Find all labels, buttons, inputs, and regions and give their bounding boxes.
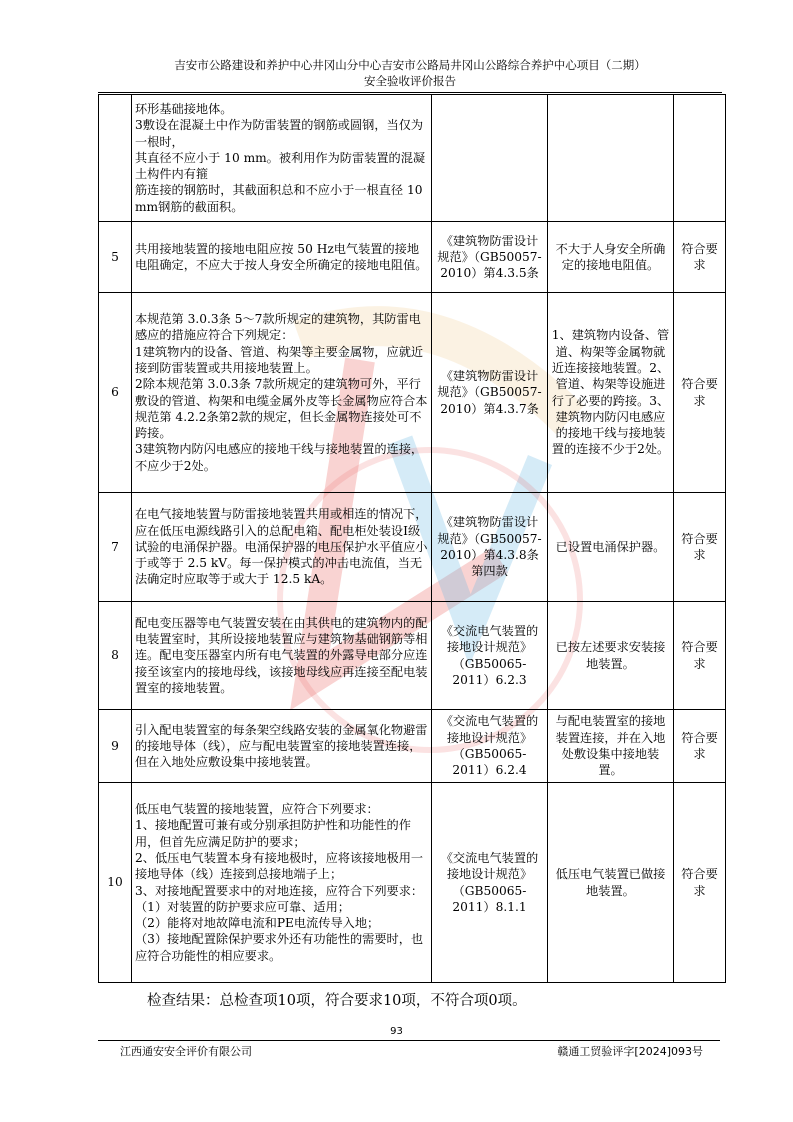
footer-doc-number: 赣通工贸验评字[2024]093号 xyxy=(557,1045,703,1058)
result-cell xyxy=(548,95,674,222)
header-divider xyxy=(98,92,722,93)
requirement-cell: 配电变压器等电气装置安装在由其供电的建筑物内的配电装置室时，其所设接地装置应与建筑物基础钢筋等相连。配电变压器室内所有电气装置的外露导电部分应连接至该室内的接地母线，该接地母线应再连接至配电装置室的接地装置。 xyxy=(132,602,432,710)
footer-company: 江西通安安全评价有限公司 xyxy=(120,1045,252,1058)
conclusion-cell: 符合要求 xyxy=(674,602,726,710)
requirement-cell: 环形基础接地体。 3敷设在混凝土中作为防雷装置的钢筋或圆钢，当仅为一根时， 其直径不应小于 10 mm。被利用作为防雷装置的混凝土构件内有箍 筋连接的钢筋时，其截面积总和不应小于一根直径 10 mm钢筋的截面积。 xyxy=(132,95,432,222)
table-row xyxy=(99,710,726,783)
requirement-cell: 引入配电装置室的每条架空线路安装的金属氧化物避雷的接地导体（线），应与配电装置室的接地装置连接，但在入地处应敷设集中接地装置。 xyxy=(132,710,432,783)
basis-cell: 《建筑物防雷设计规范》（GB50057-2010）第4.3.5条 xyxy=(432,222,548,293)
basis-cell: 《交流电气装置的接地设计规范》（GB50065-2011）8.1.1 xyxy=(432,783,548,983)
basis-cell: 《交流电气装置的接地设计规范》（GB50065-2011）6.2.4 xyxy=(432,710,548,783)
row-number: 8 xyxy=(99,602,132,710)
result-cell: 低压电气装置已做接地装置。 xyxy=(548,783,674,983)
conclusion-cell: 符合要求 xyxy=(674,222,726,293)
result-cell: 已按左述要求安装接地装置。 xyxy=(548,602,674,710)
conclusion-cell: 符合要求 xyxy=(674,493,726,602)
check-table xyxy=(98,94,726,983)
basis-cell xyxy=(432,95,548,222)
basis-cell: 《建筑物防雷设计规范》（GB50057-2010）第4.3.8条第四款 xyxy=(432,493,548,602)
row-number: 5 xyxy=(99,222,132,293)
row-number: 7 xyxy=(99,493,132,602)
requirement-cell: 共用接地装置的接地电阻应按 50 Hz电气装置的接地电阻确定，不应大于按人身安全所确定的接地电阻值。 xyxy=(132,222,432,293)
conclusion-cell xyxy=(674,95,726,222)
row-number: 9 xyxy=(99,710,132,783)
inspection-summary: 检查结果：总检查项10项，符合要求10项，不符合项0项。 xyxy=(147,993,527,1009)
result-cell: 1、建筑物内设备、管道、构架等金属物就近连接接地装置。2、管道、构架等设施进行了必要的跨接。3、建筑物内防闪电感应的接地干线与接地装置的连接不少于2处。 xyxy=(548,293,674,493)
basis-cell: 《交流电气装置的接地设计规范》（GB50065-2011）6.2.3 xyxy=(432,602,548,710)
result-cell: 不大于人身安全所确定的接地电阻值。 xyxy=(548,222,674,293)
page-number: 93 xyxy=(390,1026,403,1037)
table-row xyxy=(99,95,726,222)
conclusion-cell: 符合要求 xyxy=(674,293,726,493)
requirement-cell: 在电气接地装置与防雷接地装置共用或相连的情况下，应在低压电源线路引入的总配电箱、配电柜处装设Ⅰ级试验的电涌保护器。电涌保护器的电压保护水平值应小于或等于 2.5 kV。每一保护模式的冲击电流值，当无法确定时应取等于或大于 12.5 kA。 xyxy=(132,493,432,602)
conclusion-cell: 符合要求 xyxy=(674,783,726,983)
footer-divider xyxy=(98,1040,720,1041)
report-header xyxy=(100,57,720,89)
header-title: 吉安市公路建设和养护中心井冈山分中心吉安市公路局井冈山公路综合养护中心项目（二期） xyxy=(174,58,646,72)
result-cell: 已设置电涌保护器。 xyxy=(548,493,674,602)
table-row xyxy=(99,493,726,602)
table-row xyxy=(99,222,726,293)
row-number: 6 xyxy=(99,293,132,493)
requirement-cell: 本规范第 3.0.3条 5～7款所规定的建筑物，其防雷电感应的措施应符合下列规定： 1建筑物内的设备、管道、构架等主要金属物，应就近接到防雷装置或共用接地装置上。 2除本规范第 3.0.3条 7款所规定的建筑物可外，平行敷设的管道、构架和电缆金属外皮等长金属物应符合本规范第 4.2.2条第2款的规定，但长金属物连接处可不跨接。 3建筑物内防闪电感应的接地干线与接地装置的连接，不应少于2处。 xyxy=(132,293,432,493)
table-row xyxy=(99,783,726,983)
requirement-cell: 低压电气装置的接地装置，应符合下列要求： 1、接地配置可兼有或分别承担防护性和功能性的作用，但首先应满足防护的要求； 2、低压电气装置本身有接地极时，应将该接地极用一接地导体（线）连接到总接地端子上； 3、对接地配置要求中的对地连接，应符合下列要求： （1）对装置的防护要求应可靠、适用； （2）能将对地故障电流和PE电流传导入地； （3）接地配置除保护要求外还有功能性的需要时，也应符合功能性的相应要求。 xyxy=(132,783,432,983)
row-number xyxy=(99,95,132,222)
conclusion-cell: 符合要求 xyxy=(674,710,726,783)
basis-cell: 《建筑物防雷设计规范》（GB50057-2010）第4.3.7条 xyxy=(432,293,548,493)
header-subtitle: 安全验收评价报告 xyxy=(364,74,456,88)
result-cell: 与配电装置室的接地装置连接，并在入地处敷设集中接地装置。 xyxy=(548,710,674,783)
row-number: 10 xyxy=(99,783,132,983)
table-row xyxy=(99,602,726,710)
table-row xyxy=(99,293,726,493)
